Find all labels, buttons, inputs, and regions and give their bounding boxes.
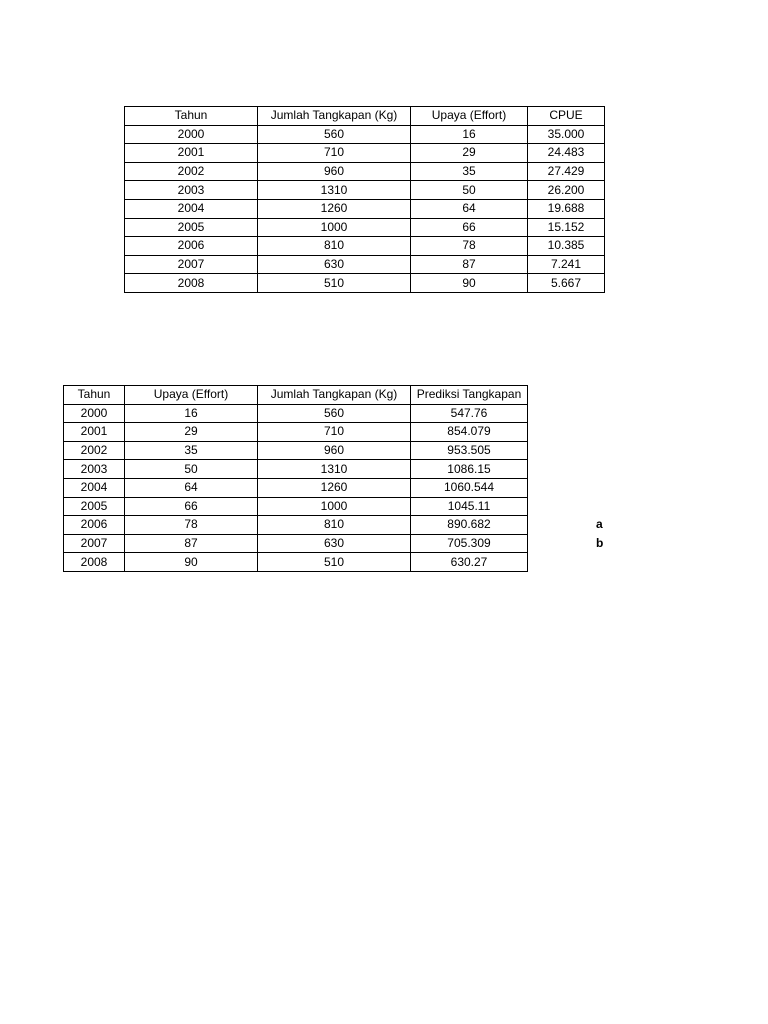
table-cell: 560 <box>258 125 411 144</box>
table-cell: 90 <box>125 553 258 572</box>
label-b: b <box>596 536 604 550</box>
table-header-row <box>125 107 605 126</box>
table-cell: 710 <box>258 144 411 163</box>
table-cell: 960 <box>258 441 411 460</box>
table-cell: 2003 <box>64 460 125 479</box>
table-cell: 810 <box>258 516 411 535</box>
table-cell: 10.385 <box>528 237 605 256</box>
table-cell: 2007 <box>125 255 258 274</box>
table-cell: 26.200 <box>528 181 605 200</box>
table-row <box>125 199 605 218</box>
table-row <box>125 144 605 163</box>
table-cell: 854.079 <box>411 423 528 442</box>
table-cell: 16 <box>125 404 258 423</box>
table-cell: 890.682 <box>411 516 528 535</box>
table-cell: 64 <box>411 199 528 218</box>
table-row <box>125 162 605 181</box>
header-cell-tahun: Tahun <box>64 386 125 405</box>
header-cell-jumlah-tangkapan: Jumlah Tangkapan (Kg) <box>258 107 411 126</box>
table-cell: 960 <box>258 162 411 181</box>
table-row <box>64 404 528 423</box>
table-cell: 7.241 <box>528 255 605 274</box>
header-cell-upaya: Upaya (Effort) <box>125 386 258 405</box>
table-cell: 35.000 <box>528 125 605 144</box>
table-cell: 705.309 <box>411 534 528 553</box>
table-cell: 2000 <box>125 125 258 144</box>
table-cell: 2004 <box>64 478 125 497</box>
table-cell: 64 <box>125 478 258 497</box>
table-row <box>125 218 605 237</box>
table-cell: 2006 <box>125 237 258 256</box>
table-cell: 1060.544 <box>411 478 528 497</box>
table-cell: 24.483 <box>528 144 605 163</box>
header-cell-prediksi-tangkapan: Prediksi Tangkapan <box>411 386 528 405</box>
table-row <box>64 441 528 460</box>
table-cell: 66 <box>411 218 528 237</box>
table-header-row <box>64 386 528 405</box>
table-cell: 630.27 <box>411 553 528 572</box>
table-cell: 630 <box>258 534 411 553</box>
table-row <box>64 534 528 553</box>
table-cell: 510 <box>258 553 411 572</box>
table-row <box>64 516 528 535</box>
table-row <box>64 553 528 572</box>
table-cell: 78 <box>125 516 258 535</box>
table-row <box>64 460 528 479</box>
table-cell: 78 <box>411 237 528 256</box>
table-cell: 1000 <box>258 497 411 516</box>
table-cell: 2005 <box>125 218 258 237</box>
table-cell: 19.688 <box>528 199 605 218</box>
table-cell: 2000 <box>64 404 125 423</box>
cpue-table <box>124 106 605 293</box>
table-row <box>64 423 528 442</box>
table-row <box>125 237 605 256</box>
label-a: a <box>596 517 603 531</box>
prediksi-table <box>63 385 528 572</box>
table-cell: 2006 <box>64 516 125 535</box>
table-cell: 2001 <box>64 423 125 442</box>
table-cell: 1000 <box>258 218 411 237</box>
table-row <box>125 125 605 144</box>
table-cell: 2002 <box>64 441 125 460</box>
table-cell: 5.667 <box>528 274 605 293</box>
table-row <box>64 497 528 516</box>
table-cell: 27.429 <box>528 162 605 181</box>
table-cell: 50 <box>411 181 528 200</box>
table-row <box>125 181 605 200</box>
table-cell: 29 <box>125 423 258 442</box>
table-cell: 15.152 <box>528 218 605 237</box>
table-cell: 35 <box>411 162 528 181</box>
header-cell-cpue: CPUE <box>528 107 605 126</box>
table-cell: 2005 <box>64 497 125 516</box>
table-cell: 66 <box>125 497 258 516</box>
header-cell-jumlah-tangkapan: Jumlah Tangkapan (Kg) <box>258 386 411 405</box>
table-cell: 560 <box>258 404 411 423</box>
table-row <box>125 274 605 293</box>
table-cell: 87 <box>125 534 258 553</box>
table-cell: 2001 <box>125 144 258 163</box>
cpue-table-body <box>125 125 605 292</box>
table-cell: 2008 <box>125 274 258 293</box>
table-cell: 2004 <box>125 199 258 218</box>
table-cell: 90 <box>411 274 528 293</box>
table-cell: 710 <box>258 423 411 442</box>
table-cell: 87 <box>411 255 528 274</box>
header-cell-upaya: Upaya (Effort) <box>411 107 528 126</box>
table-cell: 2002 <box>125 162 258 181</box>
table-cell: 35 <box>125 441 258 460</box>
table-cell: 810 <box>258 237 411 256</box>
prediksi-table-body <box>64 404 528 571</box>
table-cell: 1260 <box>258 199 411 218</box>
table-cell: 2007 <box>64 534 125 553</box>
table-cell: 510 <box>258 274 411 293</box>
table-cell: 2003 <box>125 181 258 200</box>
table-cell: 630 <box>258 255 411 274</box>
table-cell: 16 <box>411 125 528 144</box>
table-cell: 1260 <box>258 478 411 497</box>
table-cell: 29 <box>411 144 528 163</box>
table-cell: 50 <box>125 460 258 479</box>
table-cell: 547.76 <box>411 404 528 423</box>
table-cell: 1045.11 <box>411 497 528 516</box>
table-cell: 1310 <box>258 460 411 479</box>
table-cell: 2008 <box>64 553 125 572</box>
table-row <box>64 478 528 497</box>
table-row <box>125 255 605 274</box>
table-cell: 953.505 <box>411 441 528 460</box>
header-cell-tahun: Tahun <box>125 107 258 126</box>
table-cell: 1310 <box>258 181 411 200</box>
table-cell: 1086.15 <box>411 460 528 479</box>
